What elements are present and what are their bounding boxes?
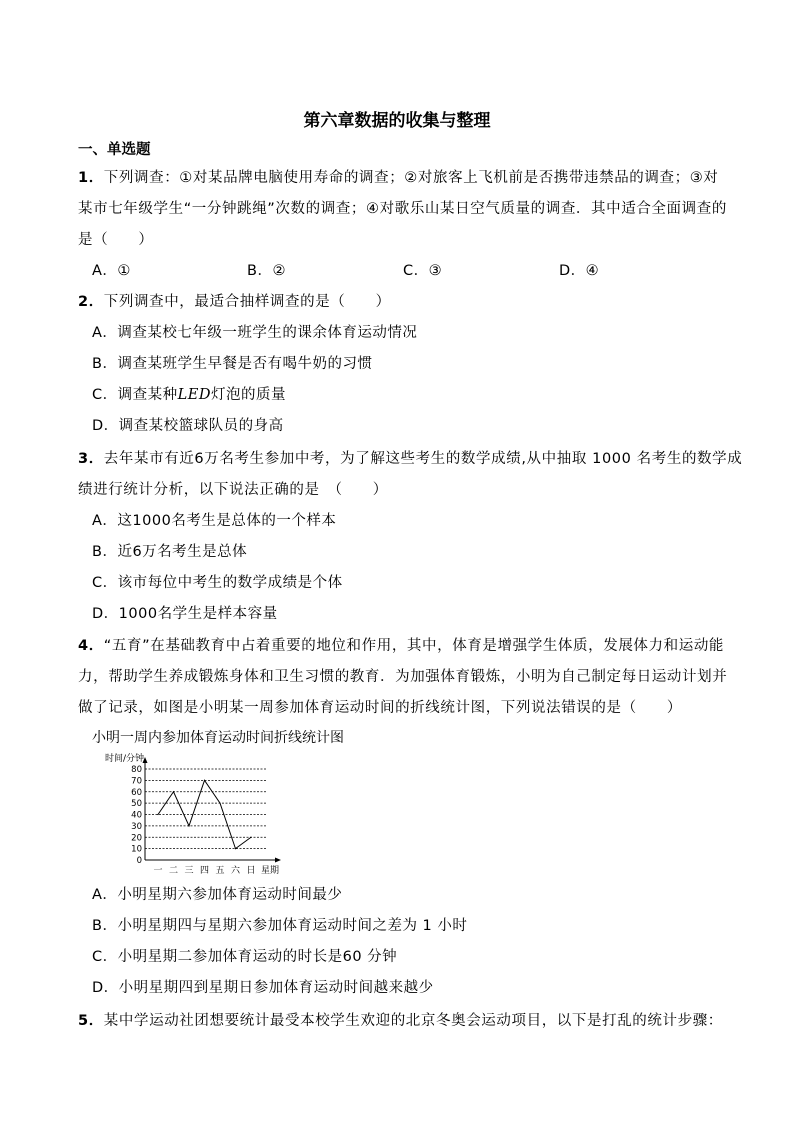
data-point [188,825,189,826]
chart-title: 小明一周内参加体育运动时间折线统计图 [92,730,344,746]
data-point [219,803,220,804]
q2-option-d[interactable]: D．调查某校篮球队员的身高 [92,418,284,434]
q1-line-3: 是（ ） [78,232,154,248]
q1-option-b[interactable]: B．② [247,263,286,279]
x-tick-label: 日 [246,866,256,876]
q2-option-a[interactable]: A．调查某校七年级一班学生的课余体育运动情况 [92,325,418,341]
q2-stem: 2．下列调查中，最适合抽样调查的是（ ） [78,294,391,310]
section-heading: 一、单选题 [78,142,151,158]
y-tick-label: 10 [131,844,142,855]
chart-y-label: 时间/分钟 [105,754,145,764]
q4-line-2: 力，帮助学生养成锻炼身体和卫生习惯的教育．为加强体育锻炼，小明为自己制定每日运动计划并 [78,669,728,685]
q2-option-b[interactable]: B．调查某班学生早餐是否有喝牛奶的习惯 [92,356,373,372]
q4-option-d[interactable]: D．小明星期四到星期日参加体育运动时间越来越少 [92,980,434,996]
y-tick-label: 60 [131,787,142,798]
x-tick-label: 四 [199,866,210,876]
chart-x-label: 星期 [261,866,280,876]
q4-line-1: 4．“五育”在基础教育中占着重要的地位和作用，其中，体育是增强学生体质，发展体力和运动能 [78,638,725,654]
y-tick-label: 0 [136,856,142,866]
data-point [173,791,174,792]
y-tick-label: 70 [131,776,142,787]
y-tick-label: 80 [131,765,142,775]
q3-option-c[interactable]: C．该市每位中考生的数学成绩是个体 [92,575,343,591]
q3-option-b[interactable]: B．近6万名考生是总体 [92,544,248,560]
q3-option-a[interactable]: A．这1000名考生是总体的一个样本 [92,513,337,529]
q1-line-1: 1．下列调查：①对某品牌电脑使用寿命的调查；②对旅客上飞机前是否携带违禁品的调查；③对 [78,170,719,186]
y-tick-label: 40 [131,810,142,821]
data-point [204,780,205,781]
x-tick-label: 一 [153,866,163,876]
q4-option-a[interactable]: A．小明星期六参加体育运动时间最少 [92,887,343,903]
y-tick-label: 30 [131,821,142,832]
data-point [235,848,236,849]
q1-option-d[interactable]: D．④ [559,263,600,279]
q4-option-b[interactable]: B．小明星期四与星期六参加体育运动时间之差为 1 小时 [92,918,468,934]
data-point [250,837,251,838]
y-tick-label: 20 [131,833,142,844]
q1-number: 1． [78,170,104,186]
q3-option-d[interactable]: D．1000名学生是样本容量 [92,606,278,622]
x-axis-arrow [275,858,281,863]
q5-stem: 5．某中学运动社团想要统计最受本校学生欢迎的北京冬奥会运动项目，以下是打乱的统计步骤： [78,1013,723,1029]
led-term: LED [177,387,211,403]
x-tick-label: 六 [230,866,241,876]
q1-option-c[interactable]: C．③ [403,263,443,279]
q1-line-2: 某市七年级学生“一分钟跳绳”次数的调查；④对歌乐山某日空气质量的调查．其中适合全面调查的 [78,201,727,217]
x-tick-label: 三 [184,866,194,876]
x-tick-label: 五 [215,866,225,876]
page-title: 第六章数据的收集与整理 [303,111,491,131]
q2-number: 2． [78,294,104,310]
line-chart [105,748,295,880]
q4-option-c[interactable]: C．小明星期二参加体育运动的时长是60 分钟 [92,949,398,965]
q4-line-3: 做了记录，如图是小明某一周参加体育运动时间的折线统计图，下列说法错误的是（ ） [78,700,682,716]
q4-number: 4． [78,638,104,654]
q2-option-c[interactable]: C．调查某种LED灯泡的质量 [92,387,286,403]
q3-line-1: 3．去年某市有近6万名考生参加中考，为了解这些考生的数学成绩,从中抽取 1000 名考生的数学成 [78,451,743,467]
y-tick-label: 50 [131,799,142,810]
q3-number: 3． [78,451,104,467]
q1-option-a[interactable]: A．① [92,263,131,279]
q3-line-2: 绩进行统计分析，以下说法正确的是 （ ） [78,482,388,498]
data-point [157,814,158,815]
x-tick-label: 二 [168,866,179,876]
q5-number: 5． [78,1013,104,1029]
